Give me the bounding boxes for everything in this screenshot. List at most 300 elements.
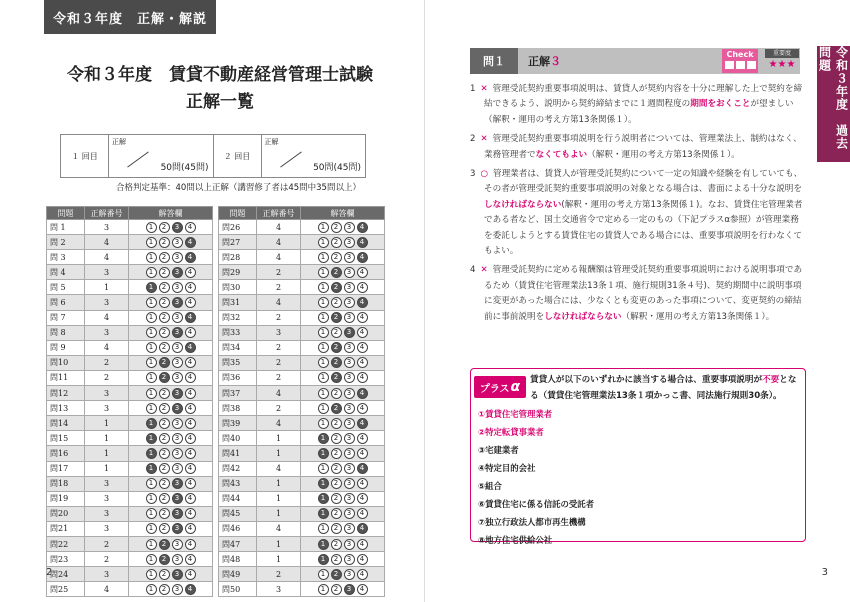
choice-circle[interactable]: 4 — [357, 448, 368, 459]
choice-circle[interactable]: 3 — [172, 312, 183, 323]
choice-circle[interactable]: 2 — [159, 237, 170, 248]
choice-circle[interactable]: 4 — [357, 297, 368, 308]
choice-circle[interactable]: 2 — [159, 539, 170, 550]
choice-circle[interactable]: 4 — [185, 312, 196, 323]
choice-circle[interactable]: 2 — [331, 237, 342, 248]
choice-circle[interactable]: 4 — [357, 252, 368, 263]
choice-circle[interactable]: 4 — [357, 433, 368, 444]
table-row — [219, 476, 385, 491]
choice-circle[interactable]: 4 — [185, 222, 196, 233]
choice-circle[interactable]: 3 — [172, 297, 183, 308]
choice-circle[interactable]: 2 — [331, 252, 342, 263]
question-cell: 問44 — [219, 491, 257, 506]
check-box[interactable] — [736, 61, 745, 69]
question-cell: 問46 — [219, 521, 257, 536]
choice-circle[interactable]: 2 — [331, 584, 342, 595]
attempt-score-field[interactable] — [109, 135, 213, 177]
item-number: 1 — [470, 84, 476, 94]
choice-circle[interactable]: 3 — [344, 478, 355, 489]
choice-circle[interactable]: 1 — [318, 554, 329, 565]
choice-circle[interactable]: 4 — [185, 327, 196, 338]
answer-choices-cell — [129, 325, 213, 340]
correct-answer-cell: 3 — [257, 582, 301, 597]
question-cell: 問48 — [219, 552, 257, 567]
slash-divider — [280, 151, 302, 167]
choice-circle[interactable]: 1 — [146, 508, 157, 519]
choice-circle[interactable]: 2 — [331, 478, 342, 489]
choice-circle[interactable]: 4 — [357, 478, 368, 489]
importance-rating — [765, 49, 799, 73]
choice-circle[interactable]: 4 — [185, 478, 196, 489]
incorrect-mark-icon: ✕ — [480, 134, 488, 145]
choice-circle[interactable]: 1 — [318, 327, 329, 338]
column-header: 解答欄 — [301, 207, 385, 220]
choice-circle[interactable]: 1 — [318, 342, 329, 353]
choice-circle[interactable]: 2 — [331, 388, 342, 399]
table-row — [47, 295, 213, 310]
choice-circle[interactable]: 4 — [357, 372, 368, 383]
answer-choices-cell — [129, 280, 213, 295]
question-cell: 問17 — [47, 461, 85, 476]
choice-circle[interactable]: 4 — [357, 222, 368, 233]
table-row — [219, 355, 385, 370]
correct-answer-cell: 2 — [85, 370, 129, 385]
choice-circle[interactable]: 2 — [331, 222, 342, 233]
choice-circle[interactable]: 3 — [172, 554, 183, 565]
choice-circle[interactable]: 1 — [318, 388, 329, 399]
choice-circle[interactable]: 1 — [146, 569, 157, 580]
choice-circle[interactable]: 4 — [357, 388, 368, 399]
choice-circle[interactable]: 3 — [344, 327, 355, 338]
answer-choices-cell — [301, 295, 385, 310]
choice-circle[interactable]: 1 — [146, 403, 157, 414]
choice-circle[interactable]: 2 — [331, 297, 342, 308]
answer-choices-cell — [301, 552, 385, 567]
choice-circle[interactable]: 1 — [146, 478, 157, 489]
choice-circle[interactable]: 4 — [185, 508, 196, 519]
choice-circle[interactable]: 1 — [318, 493, 329, 504]
choice-circle[interactable]: 3 — [344, 267, 355, 278]
choice-circle[interactable]: 4 — [185, 282, 196, 293]
correct-answer-cell: 4 — [257, 250, 301, 265]
body-text: 管理受託契約重要事項説明を行う説明者については、管理業法上、制約はなく、業務管理者で — [484, 134, 802, 160]
choice-circle[interactable]: 3 — [344, 433, 355, 444]
choice-circle[interactable]: 2 — [331, 569, 342, 580]
choice-circle[interactable]: 3 — [344, 448, 355, 459]
choice-circle[interactable]: 1 — [318, 312, 329, 323]
explanation-item — [470, 167, 806, 259]
choice-circle[interactable]: 3 — [344, 584, 355, 595]
choice-circle[interactable]: 3 — [172, 403, 183, 414]
choice-circle[interactable]: 2 — [159, 342, 170, 353]
choice-circle[interactable]: 2 — [159, 357, 170, 368]
choice-circle[interactable]: 3 — [344, 297, 355, 308]
slash-divider — [127, 151, 149, 167]
choice-circle[interactable]: 3 — [344, 222, 355, 233]
choice-circle[interactable]: 3 — [172, 222, 183, 233]
choice-circle[interactable]: 3 — [344, 493, 355, 504]
choice-circle[interactable]: 1 — [318, 523, 329, 534]
alpha-icon: α — [510, 379, 521, 395]
question-cell: 問11 — [47, 370, 85, 385]
choice-circle[interactable]: 4 — [185, 297, 196, 308]
correct-answer-cell: 3 — [85, 567, 129, 582]
correct-answer-cell: 2 — [257, 355, 301, 370]
choice-circle[interactable]: 4 — [357, 312, 368, 323]
correct-answer-cell: 4 — [85, 250, 129, 265]
answer-choices-cell — [301, 370, 385, 385]
choice-circle[interactable]: 1 — [146, 433, 157, 444]
correct-answer-cell: 4 — [85, 582, 129, 597]
choice-circle[interactable]: 1 — [318, 357, 329, 368]
choice-circle[interactable]: 3 — [172, 463, 183, 474]
choice-circle[interactable]: 2 — [331, 448, 342, 459]
attempt-label: 正解 — [264, 138, 279, 146]
choice-circle[interactable]: 3 — [344, 463, 355, 474]
choice-circle[interactable]: 1 — [146, 584, 157, 595]
choice-circle[interactable]: 2 — [331, 282, 342, 293]
choice-circle[interactable]: 2 — [331, 372, 342, 383]
table-row — [219, 521, 385, 536]
choice-circle[interactable]: 3 — [344, 539, 355, 550]
choice-circle[interactable]: 3 — [172, 539, 183, 550]
correct-answer-cell: 2 — [257, 370, 301, 385]
choice-circle[interactable]: 3 — [172, 252, 183, 263]
choice-circle[interactable]: 4 — [357, 403, 368, 414]
choice-circle[interactable]: 2 — [331, 342, 342, 353]
choice-circle[interactable]: 4 — [185, 523, 196, 534]
choice-circle[interactable]: 4 — [185, 372, 196, 383]
choice-circle[interactable]: 3 — [172, 327, 183, 338]
choice-circle[interactable]: 3 — [172, 267, 183, 278]
correct-answer-cell: 3 — [85, 521, 129, 536]
check-box[interactable] — [725, 61, 734, 69]
question-cell: 問22 — [47, 536, 85, 551]
correct-answer-cell: 1 — [85, 416, 129, 431]
correct-answer-cell: 2 — [85, 552, 129, 567]
answer-choices-cell — [301, 446, 385, 461]
attempt-score-field[interactable] — [262, 135, 366, 177]
choice-circle[interactable]: 1 — [146, 523, 157, 534]
choice-circle[interactable]: 2 — [159, 433, 170, 444]
choice-circle[interactable]: 1 — [146, 282, 157, 293]
table-row — [219, 461, 385, 476]
choice-circle[interactable]: 1 — [318, 222, 329, 233]
choice-circle[interactable]: 3 — [172, 418, 183, 429]
choice-circle[interactable]: 4 — [185, 252, 196, 263]
choice-circle[interactable]: 4 — [357, 327, 368, 338]
answer-choices-cell — [129, 506, 213, 521]
choice-circle[interactable]: 2 — [159, 493, 170, 504]
choice-circle[interactable]: 2 — [159, 252, 170, 263]
choice-circle[interactable]: 4 — [357, 237, 368, 248]
choice-circle[interactable]: 1 — [146, 357, 157, 368]
choice-circle[interactable]: 4 — [185, 569, 196, 580]
choice-circle[interactable]: 1 — [318, 584, 329, 595]
choice-circle[interactable]: 1 — [318, 297, 329, 308]
choice-circle[interactable]: 4 — [185, 554, 196, 565]
correct-answer-cell: 1 — [257, 536, 301, 551]
choice-circle[interactable]: 2 — [159, 388, 170, 399]
choice-circle[interactable]: 1 — [146, 388, 157, 399]
choice-circle[interactable]: 3 — [344, 403, 355, 414]
choice-circle[interactable]: 3 — [172, 478, 183, 489]
correct-answer-cell: 4 — [257, 295, 301, 310]
choice-circle[interactable]: 3 — [344, 508, 355, 519]
answer-choices-cell — [129, 521, 213, 536]
choice-circle[interactable]: 2 — [159, 297, 170, 308]
answer-choices-cell — [301, 386, 385, 401]
table-row — [47, 582, 213, 597]
choice-circle[interactable]: 3 — [344, 342, 355, 353]
choice-circle[interactable]: 3 — [172, 493, 183, 504]
choice-circle[interactable]: 1 — [318, 569, 329, 580]
choice-circle[interactable]: 4 — [357, 554, 368, 565]
choice-circle[interactable]: 3 — [172, 448, 183, 459]
choice-circle[interactable]: 2 — [159, 523, 170, 534]
answer-choices-cell — [129, 446, 213, 461]
answer-choices-cell — [301, 536, 385, 551]
choice-circle[interactable]: 4 — [357, 508, 368, 519]
choice-circle[interactable]: 1 — [318, 282, 329, 293]
table-row — [219, 370, 385, 385]
choice-circle[interactable]: 1 — [318, 463, 329, 474]
choice-circle[interactable]: 3 — [172, 372, 183, 383]
plus-alpha-text — [530, 372, 800, 404]
choice-circle[interactable]: 2 — [331, 312, 342, 323]
answer-label: 正解 — [528, 55, 550, 68]
attempt-1 — [61, 135, 214, 177]
choice-circle[interactable]: 2 — [331, 463, 342, 474]
choice-circle[interactable]: 3 — [344, 418, 355, 429]
choice-circle[interactable]: 3 — [344, 569, 355, 580]
choice-circle[interactable]: 4 — [185, 403, 196, 414]
check-box[interactable] — [747, 61, 756, 69]
choice-circle[interactable]: 1 — [318, 433, 329, 444]
table-row — [47, 310, 213, 325]
choice-circle[interactable]: 2 — [331, 493, 342, 504]
choice-circle[interactable]: 1 — [318, 267, 329, 278]
question-cell: 問40 — [219, 431, 257, 446]
choice-circle[interactable]: 4 — [357, 569, 368, 580]
choice-circle[interactable]: 4 — [185, 433, 196, 444]
choice-circle[interactable]: 2 — [331, 403, 342, 414]
question-cell: 問 5 — [47, 280, 85, 295]
choice-circle[interactable]: 1 — [318, 252, 329, 263]
question-cell: 問34 — [219, 340, 257, 355]
choice-circle[interactable]: 3 — [172, 584, 183, 595]
choice-circle[interactable]: 1 — [146, 372, 157, 383]
table-row — [219, 265, 385, 280]
choice-circle[interactable]: 2 — [331, 433, 342, 444]
choice-circle[interactable]: 1 — [318, 478, 329, 489]
table-row — [219, 446, 385, 461]
check-box-group — [722, 49, 758, 73]
choice-circle[interactable]: 1 — [146, 237, 157, 248]
choice-circle[interactable]: 3 — [344, 312, 355, 323]
answer-choices-cell — [301, 567, 385, 582]
choice-circle[interactable]: 4 — [357, 357, 368, 368]
list-item: ④特定目的会社 — [478, 463, 536, 473]
plus-alpha-label — [474, 376, 526, 398]
choice-circle[interactable]: 4 — [357, 463, 368, 474]
choice-circle[interactable]: 2 — [159, 312, 170, 323]
choice-circle[interactable]: 3 — [172, 523, 183, 534]
choice-circle[interactable]: 1 — [318, 403, 329, 414]
choice-circle[interactable]: 4 — [185, 267, 196, 278]
choice-circle[interactable]: 2 — [159, 418, 170, 429]
choice-circle[interactable]: 2 — [331, 539, 342, 550]
choice-circle[interactable]: 1 — [146, 463, 157, 474]
answer-choices-cell — [129, 582, 213, 597]
choice-circle[interactable]: 1 — [146, 418, 157, 429]
page-number: 2 — [46, 567, 53, 578]
choice-circle[interactable]: 4 — [357, 267, 368, 278]
choice-circle[interactable]: 3 — [344, 372, 355, 383]
choice-circle[interactable]: 4 — [185, 342, 196, 353]
choice-circle[interactable]: 2 — [159, 372, 170, 383]
correct-answer-cell: 3 — [85, 476, 129, 491]
choice-circle[interactable]: 1 — [146, 448, 157, 459]
choice-circle[interactable]: 4 — [185, 493, 196, 504]
choice-circle[interactable]: 4 — [185, 237, 196, 248]
choice-circle[interactable]: 3 — [344, 554, 355, 565]
choice-circle[interactable]: 1 — [146, 554, 157, 565]
choice-circle[interactable]: 3 — [172, 237, 183, 248]
choice-circle[interactable]: 2 — [159, 222, 170, 233]
choice-circle[interactable]: 2 — [159, 282, 170, 293]
choice-circle[interactable]: 4 — [357, 418, 368, 429]
choice-circle[interactable]: 4 — [185, 584, 196, 595]
choice-circle[interactable]: 2 — [331, 554, 342, 565]
choice-circle[interactable]: 1 — [318, 372, 329, 383]
choice-circle[interactable]: 1 — [318, 237, 329, 248]
exemption-list — [478, 405, 798, 549]
choice-circle[interactable]: 1 — [146, 327, 157, 338]
choice-circle[interactable]: 2 — [159, 584, 170, 595]
body-text: (解釈・運用の考え方第13条関係１)。なお、賃貸住宅管理業者である者など、国土交通省令で定める一定のもの（下記プラスα参照）が管理業務を委託しようとする賃貸住宅の賃貸人である場合には、重要事項説明を行わなくてもよい。 — [484, 199, 803, 257]
answer-choices-cell — [301, 340, 385, 355]
item-number: 3 — [470, 169, 476, 180]
choice-circle[interactable]: 3 — [344, 237, 355, 248]
choice-circle[interactable]: 2 — [159, 403, 170, 414]
choice-circle[interactable]: 3 — [172, 508, 183, 519]
choice-circle[interactable]: 3 — [172, 569, 183, 580]
choice-circle[interactable]: 1 — [146, 222, 157, 233]
choice-circle[interactable]: 3 — [344, 388, 355, 399]
choice-circle[interactable]: 4 — [357, 584, 368, 595]
title-line-1: 令和３年度 賃貸不動産経営管理士試験 — [67, 65, 373, 85]
choice-circle[interactable]: 4 — [357, 539, 368, 550]
choice-circle[interactable]: 3 — [172, 282, 183, 293]
column-header: 解答欄 — [129, 207, 213, 220]
answer-choices-cell — [301, 401, 385, 416]
correct-mark-icon: ○ — [480, 169, 488, 180]
choice-circle[interactable]: 1 — [146, 267, 157, 278]
correct-answer-cell: 1 — [85, 431, 129, 446]
choice-circle[interactable]: 3 — [344, 523, 355, 534]
table-row — [47, 370, 213, 385]
question-number: 問１ — [470, 48, 518, 74]
choice-circle[interactable]: 2 — [331, 523, 342, 534]
plus-text-b: となる（賃貸住宅管理業法13条１項かっこ書、同法施行規則30条）。 — [530, 375, 797, 401]
choice-circle[interactable]: 1 — [318, 448, 329, 459]
column-header: 正解番号 — [257, 207, 301, 220]
choice-circle[interactable]: 3 — [344, 357, 355, 368]
choice-circle[interactable]: 4 — [357, 282, 368, 293]
answer-choices-cell — [129, 431, 213, 446]
choice-circle[interactable]: 2 — [159, 267, 170, 278]
choice-circle[interactable]: 3 — [344, 282, 355, 293]
choice-circle[interactable]: 3 — [172, 342, 183, 353]
choice-circle[interactable]: 2 — [159, 463, 170, 474]
choice-circle[interactable]: 1 — [146, 297, 157, 308]
choice-circle[interactable]: 4 — [185, 388, 196, 399]
table-row — [47, 536, 213, 551]
choice-circle[interactable]: 2 — [159, 478, 170, 489]
table-row — [47, 235, 213, 250]
choice-circle[interactable]: 3 — [172, 388, 183, 399]
choice-circle[interactable]: 4 — [185, 463, 196, 474]
answer-choices-cell — [129, 250, 213, 265]
choice-circle[interactable]: 2 — [159, 554, 170, 565]
choice-circle[interactable]: 4 — [185, 357, 196, 368]
choice-circle[interactable]: 4 — [185, 418, 196, 429]
choice-circle[interactable]: 1 — [318, 508, 329, 519]
answer-number: ３ — [550, 55, 561, 68]
choice-circle[interactable]: 3 — [172, 433, 183, 444]
choice-circle[interactable]: 4 — [185, 448, 196, 459]
table-row — [219, 310, 385, 325]
choice-circle[interactable]: 2 — [159, 569, 170, 580]
correct-answer-cell: 4 — [85, 310, 129, 325]
choice-circle[interactable]: 1 — [146, 539, 157, 550]
choice-circle[interactable]: 1 — [146, 252, 157, 263]
choice-circle[interactable]: 2 — [331, 327, 342, 338]
question-cell: 問14 — [47, 416, 85, 431]
correct-answer-cell: 4 — [257, 235, 301, 250]
answer-choices-cell — [301, 506, 385, 521]
choice-circle[interactable]: 4 — [185, 539, 196, 550]
choice-circle[interactable]: 2 — [331, 418, 342, 429]
answer-choices-cell — [301, 310, 385, 325]
choice-circle[interactable]: 4 — [357, 342, 368, 353]
choice-circle[interactable]: 2 — [331, 267, 342, 278]
choice-circle[interactable]: 3 — [172, 357, 183, 368]
list-item: ⑥賃貸住宅に係る信託の受託者 — [478, 499, 594, 509]
table-row — [47, 220, 213, 235]
table-row — [47, 431, 213, 446]
choice-circle[interactable]: 2 — [159, 327, 170, 338]
correct-answer-cell: 2 — [257, 310, 301, 325]
choice-circle[interactable]: 1 — [318, 418, 329, 429]
choice-circle[interactable]: 4 — [357, 523, 368, 534]
choice-circle[interactable]: 1 — [146, 342, 157, 353]
choice-circle[interactable]: 2 — [159, 508, 170, 519]
choice-circle[interactable]: 2 — [159, 448, 170, 459]
list-item: ⑧地方住宅供給公社 — [478, 535, 553, 545]
choice-circle[interactable]: 4 — [357, 493, 368, 504]
choice-circle[interactable]: 2 — [331, 357, 342, 368]
choice-circle[interactable]: 3 — [344, 252, 355, 263]
correct-answer-cell: 3 — [85, 401, 129, 416]
choice-circle[interactable]: 1 — [146, 312, 157, 323]
answer-choices-cell — [129, 416, 213, 431]
choice-circle[interactable]: 1 — [146, 493, 157, 504]
question-cell: 問27 — [219, 235, 257, 250]
choice-circle[interactable]: 2 — [331, 508, 342, 519]
choice-circle[interactable]: 1 — [318, 539, 329, 550]
